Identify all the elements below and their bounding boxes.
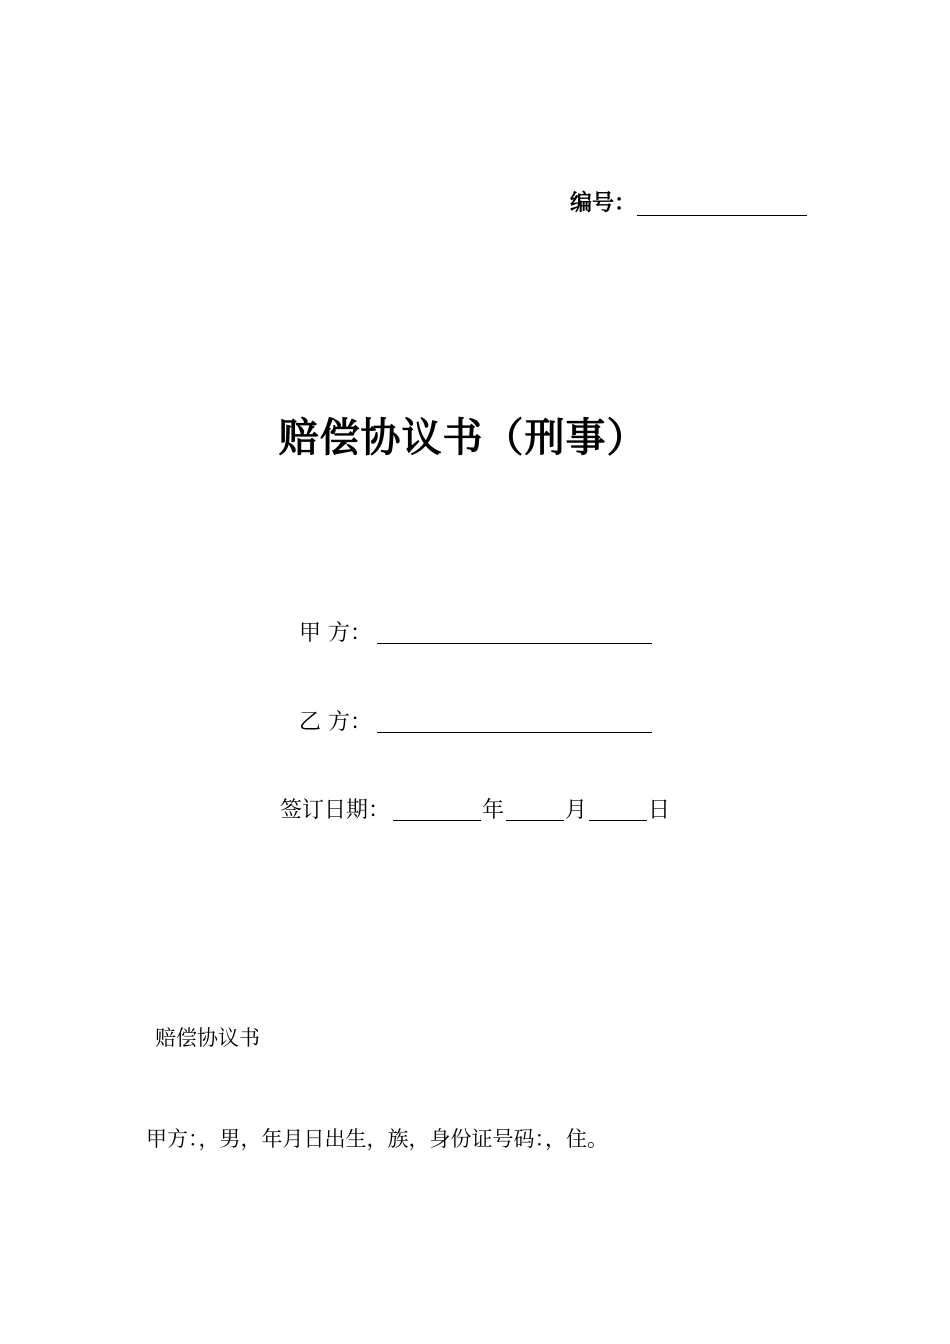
document-number-blank[interactable] [637,215,807,216]
party-a-blank[interactable] [377,643,652,644]
party-a-info-line: 甲方：，男，年月日出生，族，身份证号码：，住。 [146,1127,608,1151]
document-title: 赔偿协议书（刑事） [278,415,648,461]
sign-year-blank[interactable] [393,820,481,821]
sign-month-blank[interactable] [506,820,564,821]
sign-day-blank[interactable] [589,820,647,821]
sign-date-label: 签订日期： [280,798,391,823]
party-a-label: 甲 方： [299,621,372,646]
section-title: 赔偿协议书 [155,1026,260,1050]
party-b-label: 乙 方： [299,710,372,735]
year-label: 年 [482,798,505,823]
month-label: 月 [565,798,588,823]
party-b-blank[interactable] [377,732,652,733]
day-label: 日 [648,798,671,823]
document-number-label: 编号： [570,191,637,216]
